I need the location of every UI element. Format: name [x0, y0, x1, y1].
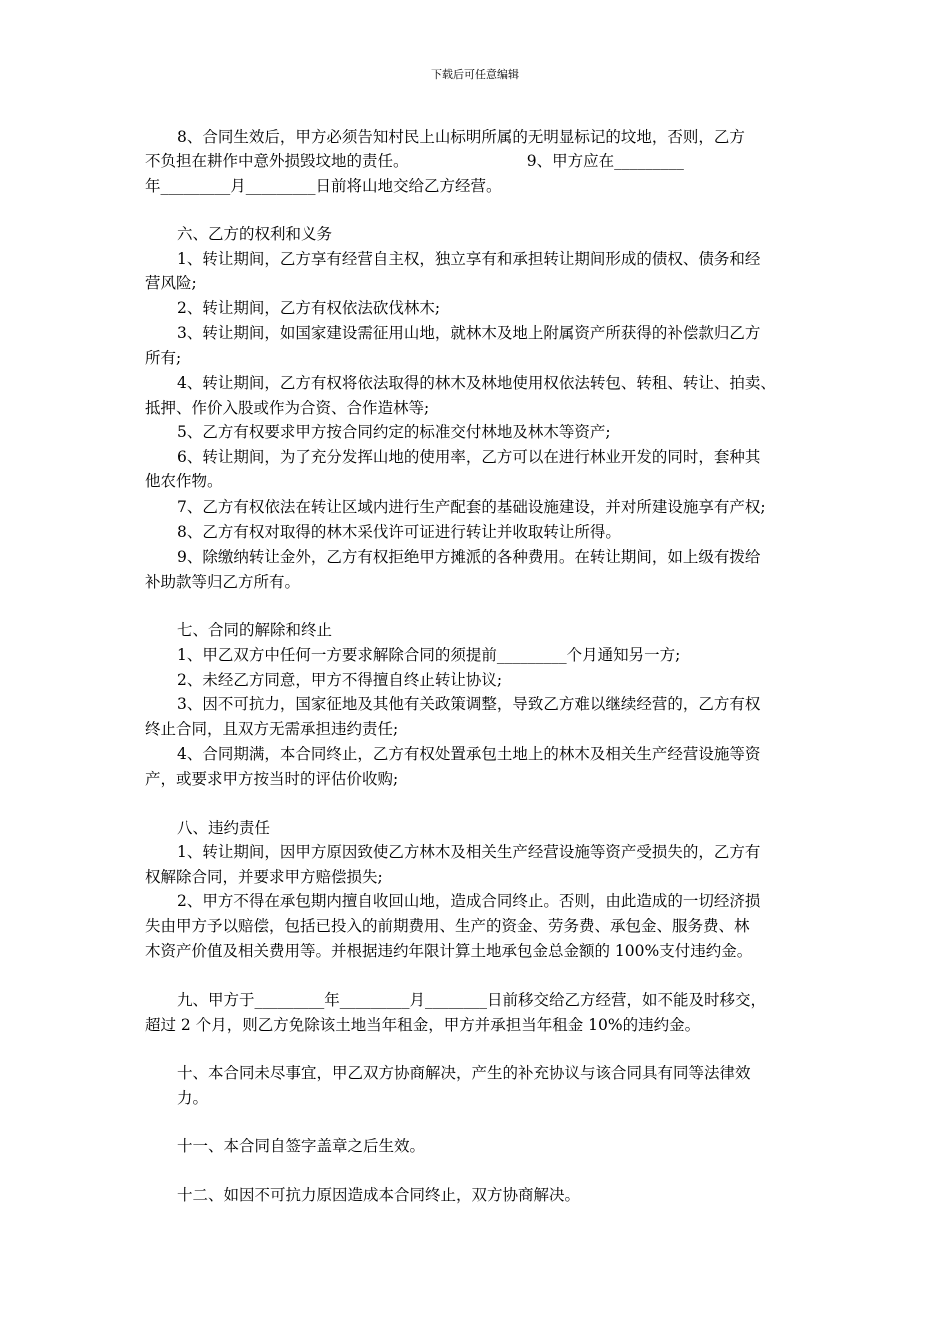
text-line: 4、合同期满，本合同终止，乙方有权处置承包土地上的林木及相关生产经营设施等资 [177, 745, 761, 763]
page-header: 下载后可任意编辑 [431, 68, 519, 81]
text-line: 8、乙方有权对取得的林木采伐许可证进行转让并收取转让所得。 [177, 523, 621, 541]
text-line: 8、合同生效后，甲方必须告知村民上山标明所属的无明显标记的坟地，否则，乙方 [177, 128, 745, 146]
text-line: 七、合同的解除和终止 [177, 621, 333, 639]
text-line: 八、违约责任 [177, 819, 271, 837]
text-line: 超过 2 个月，则乙方免除该土地当年租金，甲方并承担当年租金 10%的违约金。 [145, 1016, 701, 1034]
text-line: 六、乙方的权利和义务 [177, 225, 333, 243]
text-line: 他农作物。 [145, 472, 223, 490]
text-line: 1、甲乙双方中任何一方要求解除合同的须提前_________个月通知另一方; [177, 646, 681, 664]
text-line: 2、转让期间，乙方有权依法砍伐林木; [177, 299, 441, 317]
text-line: 产，或要求甲方按当时的评估价收购; [145, 770, 399, 788]
text-line: 九、甲方于_________年_________月________日前移交给乙方经营，如不能及时移交， [177, 991, 767, 1009]
text-line: 木资产价值及相关费用等。并根据违约年限计算土地承包金总金额的 100%支付违约金。 [145, 942, 753, 960]
text-line: 十、本合同未尽事宜，甲乙双方协商解决，产生的补充协议与该合同具有同等法律效 [177, 1064, 751, 1082]
text-line: 力。 [177, 1089, 209, 1107]
text-line: 4、转让期间，乙方有权将依法取得的林木及林地使用权依法转包、转租、转让、拍卖、 [177, 374, 776, 392]
text-line: 2、未经乙方同意，甲方不得擅自终止转让协议; [177, 671, 503, 689]
text-line: 补助款等归乙方所有。 [145, 573, 301, 591]
text-line: 十一、本合同自签字盖章之后生效。 [177, 1137, 426, 1155]
text-line: 营风险; [145, 274, 197, 292]
text-line: 十二、如因不可抗力原因造成本合同终止，双方协商解决。 [177, 1186, 581, 1204]
text-line: 2、甲方不得在承包期内擅自收回山地，造成合同终止。否则，由此造成的一切经济损 [177, 892, 761, 910]
text-line: 年_________月_________日前将山地交给乙方经营。 [145, 177, 502, 195]
text-line: 3、因不可抗力，国家征地及其他有关政策调整，导致乙方难以继续经营的，乙方有权 [177, 695, 761, 713]
text-line: 1、转让期间，因甲方原因致使乙方林木及相关生产经营设施等资产受损失的，乙方有 [177, 843, 761, 861]
text-line: 失由甲方予以赔偿，包括已投入的前期费用、生产的资金、劳务费、承包金、服务费、林 [145, 917, 750, 935]
text-line: 3、转让期间，如国家建设需征用山地，就林木及地上附属资产所获得的补偿款归乙方 [177, 324, 761, 342]
text-line: 7、乙方有权依法在转让区域内进行生产配套的基础设施建设，并对所建设施享有产权; [177, 498, 766, 516]
text-line: 权解除合同，并要求甲方赔偿损失; [145, 868, 383, 886]
text-line: 所有; [145, 349, 182, 367]
text-line: 抵押、作价入股或作为合资、合作造林等; [145, 399, 430, 417]
text-line: 9、除缴纳转让金外，乙方有权拒绝甲方摊派的各种费用。在转让期间，如上级有拨给 [177, 548, 761, 566]
text-line: 1、转让期间，乙方享有经营自主权，独立享有和承担转让期间形成的债权、债务和经 [177, 250, 761, 268]
text-line: 6、转让期间，为了充分发挥山地的使用率，乙方可以在进行林业开发的同时，套种其 [177, 448, 761, 466]
text-line: 5、乙方有权要求甲方按合同约定的标准交付林地及林木等资产; [177, 423, 611, 441]
text-line: 终止合同，且双方无需承担违约责任; [145, 720, 399, 738]
text-line: 不负担在耕作中意外损毁坟地的责任。 9、甲方应在_________ [145, 152, 684, 170]
